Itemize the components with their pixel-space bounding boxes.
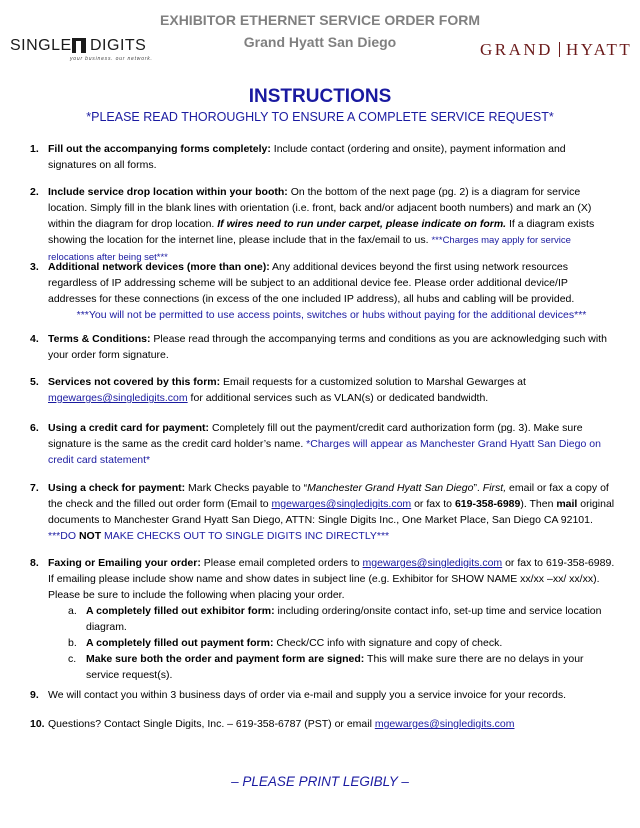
sub-item-b: b. A completely filled out payment form: Check/CC info with signature and copy of check. <box>68 637 503 649</box>
form-title: EXHIBITOR ETHERNET SERVICE ORDER FORM <box>160 12 480 28</box>
instruction-item-9: 9. We will contact you within 3 business days of order via e-mail and supply you a service invoice for your records. <box>30 689 567 701</box>
print-legibly-footer: – PLEASE PRINT LEGIBLY – <box>231 774 409 789</box>
email-link[interactable]: mgewarges@singledigits.com <box>48 392 188 404</box>
page-subheading: *PLEASE READ THOROUGHLY TO ENSURE A COMPLETE SERVICE REQUEST* <box>86 110 554 124</box>
sub-item-c: c. Make sure both the order and payment form are signed: This will make sure there are no delays in your service request(s). <box>68 653 584 681</box>
instruction-item-4: 4. Terms & Conditions: Please read through the accompanying terms and conditions as you are acknowledging such with your order form signature. <box>30 333 607 361</box>
email-link[interactable]: mgewarges@singledigits.com <box>362 557 503 569</box>
instruction-item-8: 8. Faxing or Emailing your order: Please email completed orders to mgewarges@singledigits.com or fax to 619-358-6989. If emailing please include show name and show dates in subject line (e.g. Exhibitor for SHOW NAME xx/xx –xx/ xx/xx). Please be sure to include the following when placing your order. a. A completely filled out exhibitor form: including ordering/onsite contact info, set-up time and service location diagram. b. A completely filled out payment form: Check/CC info with signature and copy of check. c. Make sure both the order and payment form are signed: This will make sure there are no delays in your service request(s). <box>30 557 615 681</box>
grand-hyatt-logo: GRAND HYATT <box>480 40 633 59</box>
instruction-item-6: 6. Using a credit card for payment: Completely fill out the payment/credit card authorization form (pg. 3). Make sure signature is the same as the credit card holder’s name. *Charges will appear as Manchester Grand Hyatt San Diego on credit card statement* <box>30 422 601 466</box>
single-digits-logo: SINGLE DIGITS your business. our network. <box>10 37 153 62</box>
instruction-item-5: 5. Services not covered by this form: Email requests for a customized solution to Marshal Gewarges at mgewarges@singledigits.com for additional services such as VLAN(s) or dedicated bandwidth. <box>30 376 526 404</box>
instruction-item-3: 3. Additional network devices (more than one): Any additional devices beyond the first using network resources regardless of IP addressing scheme will be subject to an additional device fee. Please order additional device/IP addresses for these connections (in excess of the one included IP address), all hubs and cabling will be provided. ***You will not be permitted to use access points, switches or hubs without paying for the additional devices*** <box>30 261 587 321</box>
instruction-item-10: 10. Questions? Contact Single Digits, Inc. – 619-358-6787 (PST) or email mgewarges@singledigits.com <box>30 718 515 730</box>
email-link[interactable]: mgewarges@singledigits.com <box>374 718 515 730</box>
instruction-item-2: 2. Include service drop location within your booth: On the bottom of the next page (pg. 2) is a diagram for service location. Simply fill in the blank lines with orientation (i.e. front, back and/or adjacent booth numbers) and mark an (X) within the diagram for drop location. If wires need to run under carpet, please indicate on form. If a diagram exists showing the location for the internet line, please include that in the fax/email to us. ***Charges may apply for service relocations after being set*** <box>30 186 595 263</box>
email-link[interactable]: mgewarges@singledigits.com <box>271 498 412 510</box>
instruction-item-7: 7. Using a check for payment: Mark Checks payable to “Manchester Grand Hyatt San Diego”. First, email or fax a copy of the check and the filled out order form (Email to mgewarges@singledigits.com or fax to 619-358-6989). Then mail original documents to Manchester Grand Hyatt San Diego, ATTN: Single Digits Inc., One Market Place, San Diego CA 92101. ***DO NOT MAKE CHECKS OUT TO SINGLE DIGITS INC DIRECTLY*** <box>30 482 615 542</box>
sub-item-a: a. A completely filled out exhibitor form: including ordering/onsite contact info, set-up time and service location diagram. <box>68 605 602 633</box>
venue-title: Grand Hyatt San Diego <box>243 34 397 50</box>
page-heading: INSTRUCTIONS <box>248 86 392 107</box>
instruction-item-1: 1. Fill out the accompanying forms completely: Include contact (ordering and onsite), payment information and signatures on all forms. <box>30 143 566 171</box>
